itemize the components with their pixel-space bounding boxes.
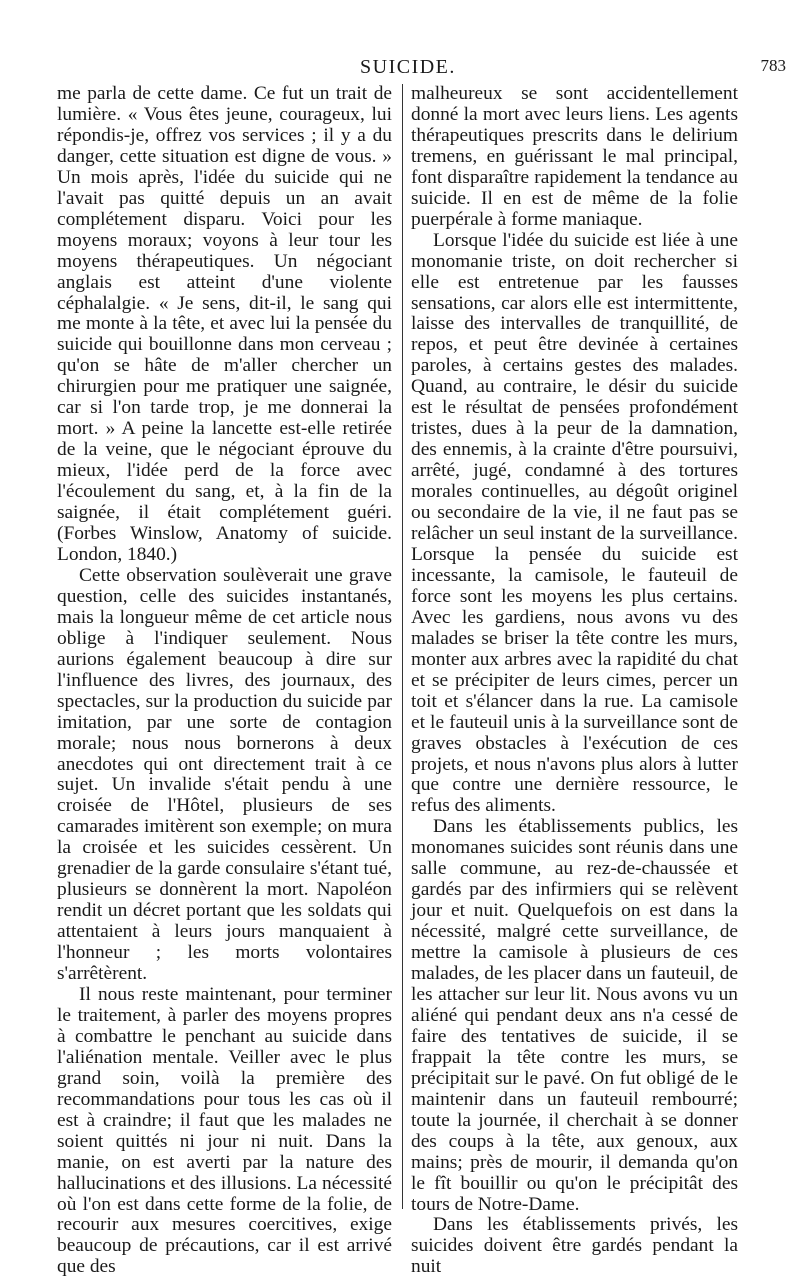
paragraph: me parla de cette dame. Ce fut un trait de lumière. « Vous êtes jeune, courageux, lui répondis-je, offrez vos services ; il y a du danger, cette situation est digne de vous. » Un mois après, l'idée du suicide qui ne l'avait pas quitté depuis un an avait complétement disparu. Voici pour les moyens moraux; voyons à leur tour les moyens thérapeutiques. Un négociant anglais est atteint d'une violente céphalalgie. « Je sens, dit-il, le sang qui me monte à la tête, et avec lui la pensée du suicide qui bouillonne dans mon cerveau ; qu'on se hâte de m'aller chercher un chirurgien pour me pratiquer une saignée, car si l'on tarde trop, je me donnerai la mort. » A peine la lancette est-elle retirée de la veine, que le négociant éprouve du mieux, l'idée perd de la force avec l'écoulement du sang, et, à la fin de la saignée, il était complétement guéri. (Forbes Winslow, Anatomy of suicide. London, 1840.)	[57, 83, 392, 565]
column-divider	[402, 84, 403, 1209]
paragraph: Dans les établissements privés, les suicides doivent être gardés pendant la nuit	[411, 1214, 738, 1278]
page-number: 783	[760, 56, 786, 75]
page-header	[0, 50, 800, 82]
running-title: SUICIDE.	[360, 56, 456, 78]
paragraph: Dans les établissements publics, les monomanes suicides sont réunis dans une salle commune, au rez-de-chaussée et gardés par des infirmiers qui se relèvent jour et nuit. Quelquefois on est dans la nécessité, malgré cette surveillance, de mettre la camisole à plusieurs de ces malades, de les placer dans un fauteuil, de les attacher sur leur lit. Nous avons vu un aliéné qui pendant deux ans n'a cessé de faire des tentatives de suicide, il se frappait la tête contre les murs, se précipitait sur le pavé. On fut obligé de le maintenir dans un fauteuil rembourré; toute la journée, il cherchait à se donner des coups à la tête, aux genoux, aux mains; près de mourir, il demanda qu'on le fît bouillir ou qu'on le précipitât des tours de Notre-Dame.	[411, 816, 738, 1215]
right-column	[411, 84, 738, 1278]
paragraph: malheureux se sont accidentellement donné la mort avec leurs liens. Les agents thérapeutiques prescrits dans le delirium tremens, en guérissant le mal principal, font disparaître rapidement la tendance au suicide. Il en est de même de la folie puerpérale à forme maniaque.	[411, 83, 738, 230]
paragraph: Il nous reste maintenant, pour terminer le traitement, à parler des moyens propres à combattre le penchant au suicide dans l'aliénation mentale. Veiller avec le plus grand soin, voilà la première des recommandations pour tous les cas où il est à craindre; il faut que les malades ne soient quittés ni jour ni nuit. Dans la manie, on est averti par la nature des hallucinations et des illusions. La nécessité où l'on est dans cette forme de la folie, de recourir aux mesures coercitives, exige beaucoup de précautions, car il est arrivé que des	[57, 983, 392, 1278]
paragraph: Lorsque l'idée du suicide est liée à une monomanie triste, on doit rechercher si elle est entretenue par les fausses sensations, car alors elle est intermittente, laisse des intervalles de tranquillité, de repos, et peut être devinée à certaines paroles, à certains gestes des malades. Quand, au contraire, le désir du suicide est le résultat de pensées profondément tristes, dues à la peur de la damnation, des ennemis, à la crainte d'être poursuivi, arrêté, jugé, condamné à des tortures morales continuelles, au dégoût originel ou secondaire de la vie, il ne faut pas se relâcher un seul instant de la surveillance. Lorsque la pensée du suicide est incessante, la camisole, le fauteuil de force sont les moyens les plus certains. Avec les gardiens, nous avons vu des malades se briser la tête contre les murs, monter aux arbres avec la rapidité du chat et se précipiter de leurs cimes, percer un toit et s'élancer dans la rue. La camisole et le fauteuil unis à la surveillance sont de graves obstacles à l'exécution de ces projets, et nous n'avons plus alors à lutter que contre une dernière ressource, le refus des aliments.	[411, 229, 738, 817]
paragraph: Cette observation soulèverait une grave question, celle des suicides instantanés, mais la longueur même de cet article nous oblige à l'indiquer seulement. Nous aurions également beaucoup à dire sur l'influence des livres, des journaux, des spectacles, sur la production du suicide par imitation, par une sorte de contagion morale; nous nous bornerons à deux anecdotes qui ont directement trait à ce sujet. Un invalide s'était pendu à une croisée de l'Hôtel, plusieurs de ses camarades imitèrent son exemple; on mura la croisée et les suicides cessèrent. Un grenadier de la garde consulaire s'étant tué, plusieurs se donnèrent la mort. Napoléon rendit un décret portant que les soldats qui attentaient à leurs jours manquaient à l'honneur ; les morts volontaires s'arrêtèrent.	[57, 564, 392, 985]
left-column	[57, 84, 392, 1278]
